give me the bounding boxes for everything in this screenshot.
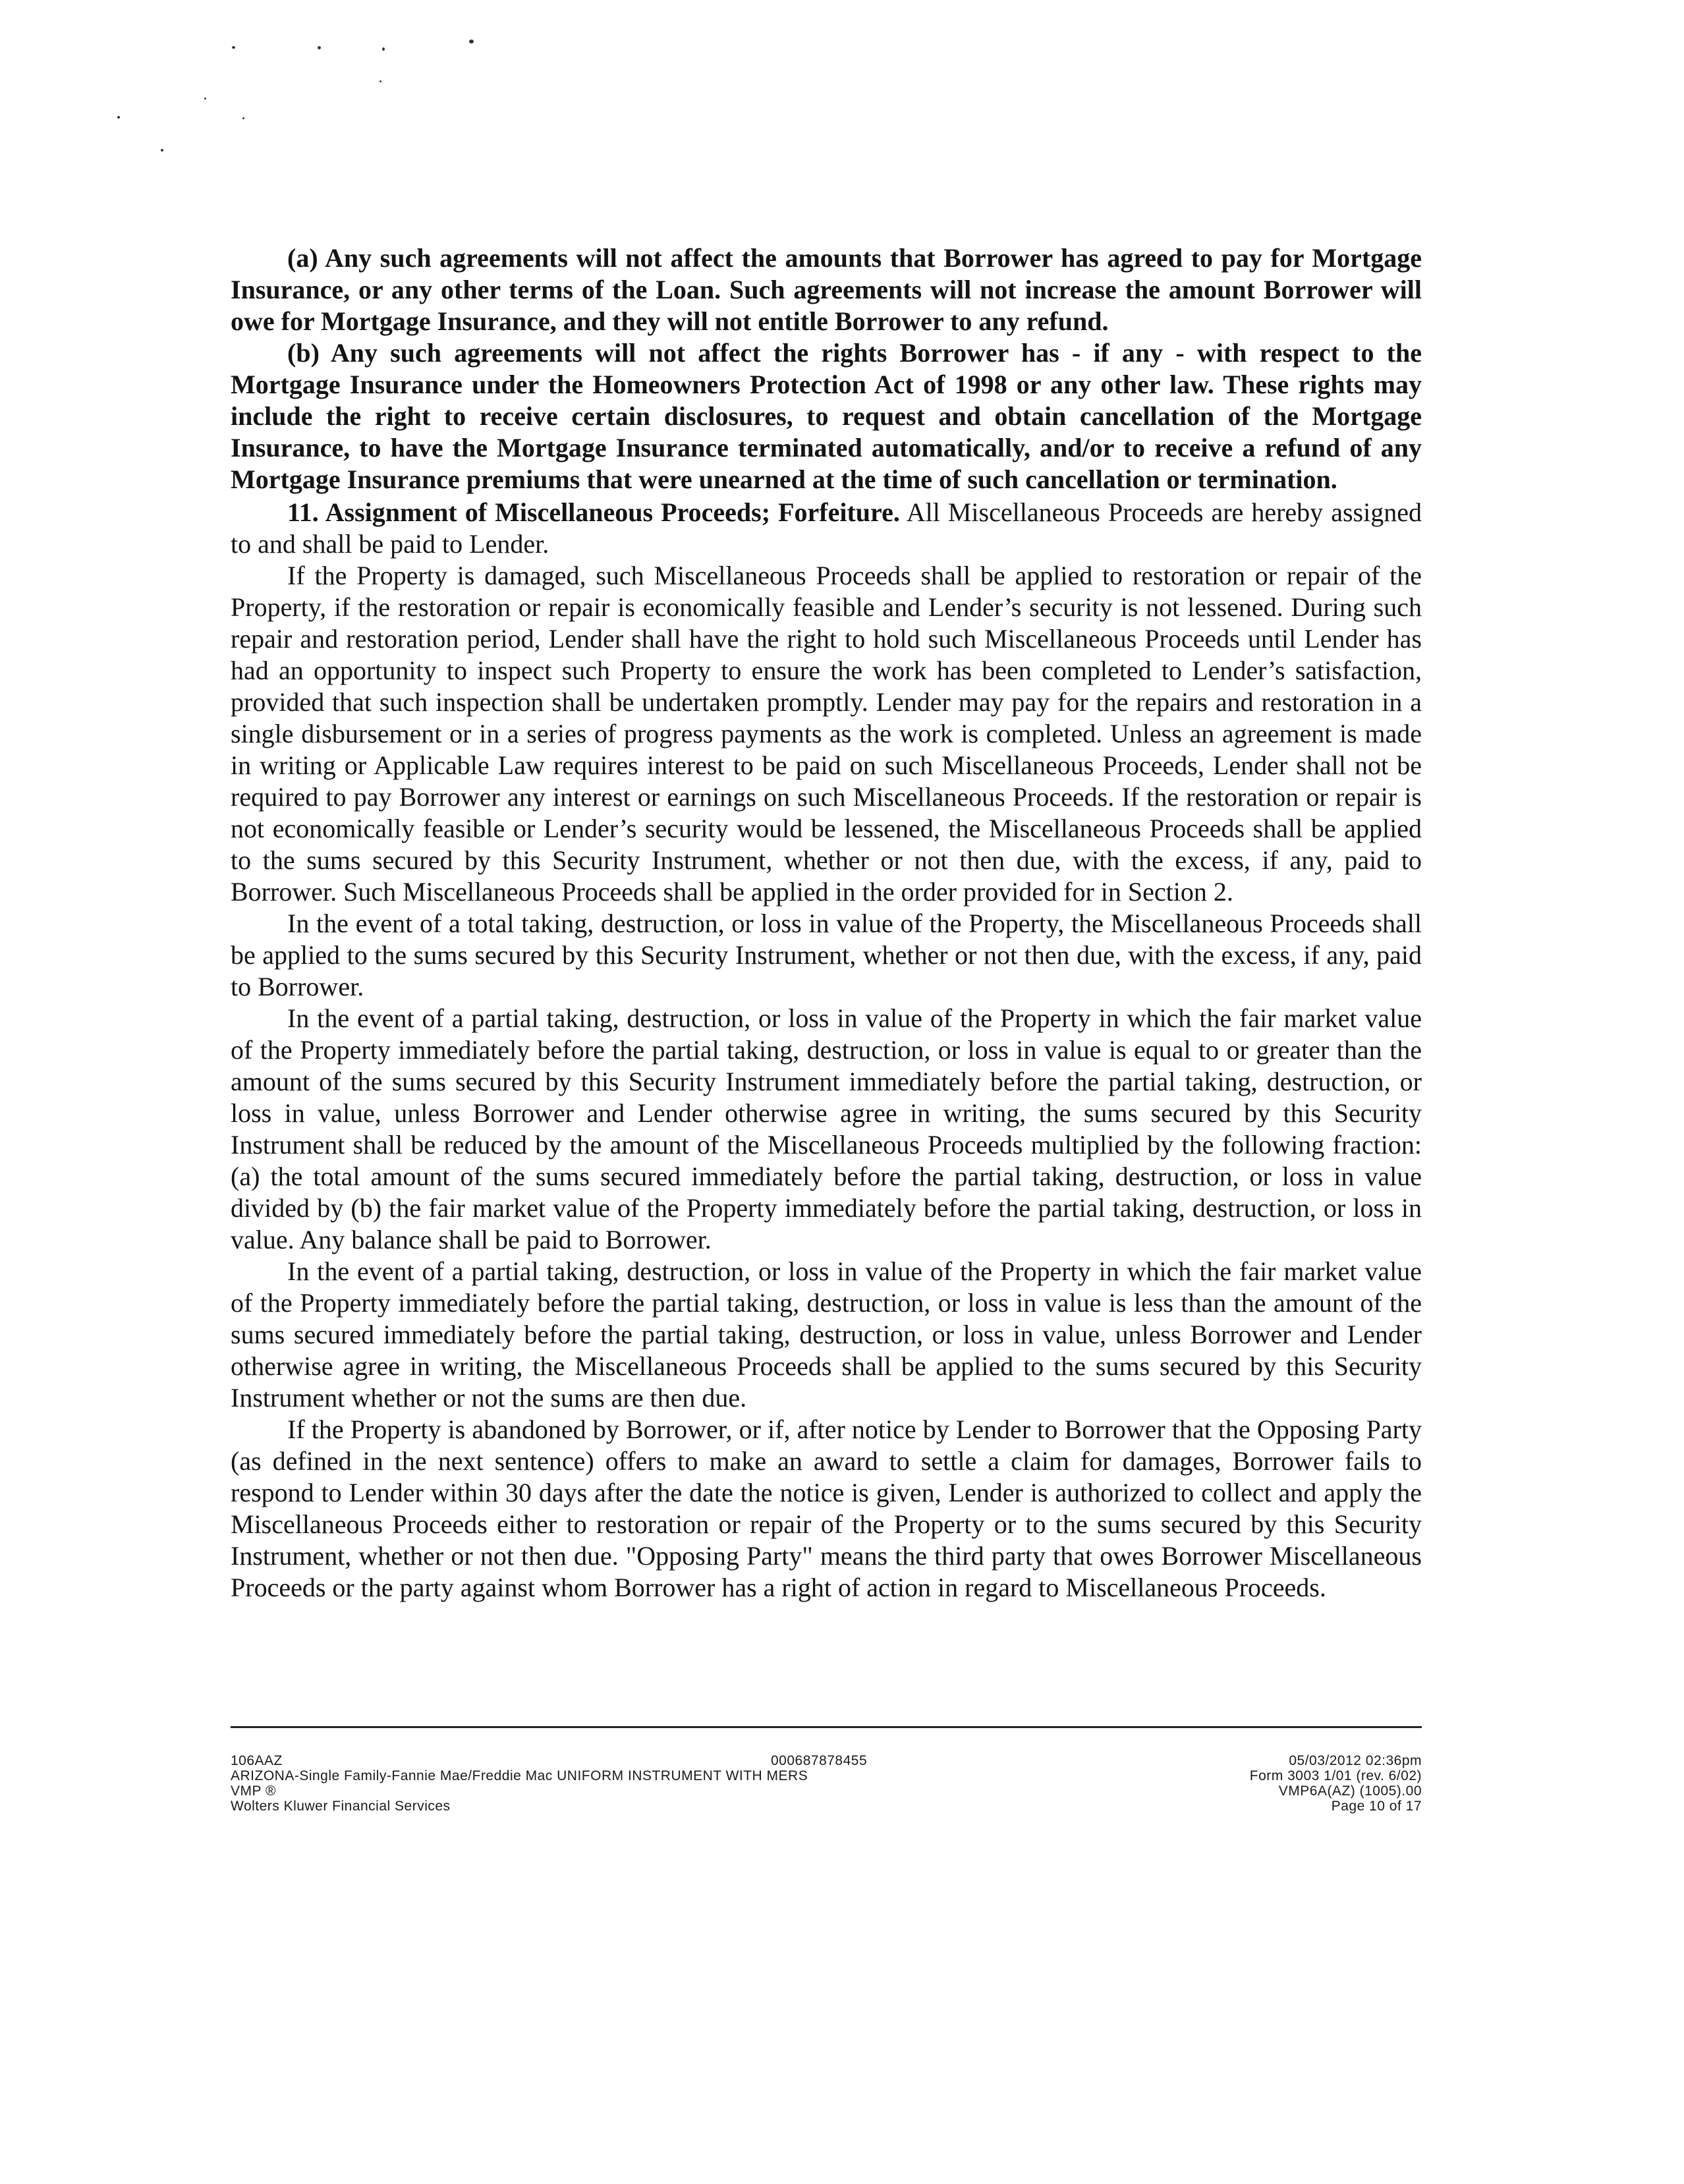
- timestamp: 05/03/2012 02:36pm: [1289, 1753, 1422, 1768]
- section-11-intro: [231, 497, 1422, 560]
- vmp-mark: VMP ®: [231, 1783, 276, 1799]
- vmp-code: VMP6A(AZ) (1005).00: [1278, 1783, 1422, 1799]
- section-11-paragraph: In the event of a total taking, destruction, or loss in value of the Property, the Miscellaneous Proceeds shall be applied to the sums secured by this Security Instrument, whether or not then due, with the excess, if any, paid to Borrower.: [231, 909, 1422, 1001]
- page-number: Page 10 of 17: [1331, 1799, 1422, 1814]
- form-code: 106AAZ: [231, 1753, 283, 1768]
- document-body: [231, 242, 1422, 1604]
- scan-speck: [117, 116, 120, 119]
- scan-speck: [318, 46, 321, 49]
- section-heading: 11. Assignment of Miscellaneous Proceeds; Forfeiture.: [287, 497, 900, 527]
- section-intro-text: All Miscellaneous Proceeds are hereby assigned to and shall be paid to Lender.: [231, 497, 1422, 559]
- form-title: ARIZONA-Single Family-Fannie Mae/Freddie Mac UNIFORM INSTRUMENT WITH MERS: [231, 1768, 808, 1783]
- form-number: Form 3003 1/01 (rev. 6/02): [1249, 1768, 1422, 1783]
- scan-speck: [382, 47, 385, 51]
- publisher: Wolters Kluwer Financial Services: [231, 1799, 451, 1814]
- scan-artifacts: [0, 0, 527, 171]
- loan-number: 000687878455: [771, 1753, 868, 1768]
- scan-speck: [161, 149, 163, 152]
- page-footer: [231, 1726, 1422, 1814]
- footer-row: [231, 1768, 1422, 1783]
- footer-row: [231, 1753, 1422, 1768]
- scan-speck: [204, 98, 206, 99]
- scan-speck: [242, 117, 244, 119]
- footer-row: [231, 1783, 1422, 1799]
- scan-speck: [469, 40, 474, 43]
- section-11-paragraph: If the Property is abandoned by Borrower, or if, after notice by Lender to Borrower that the Opposing Party (as defined in the next sentence) offers to make an award to settle a claim for damages, Borrower fails to respond to Lender within 30 days after the date the notice is given, Lender is authorized to collect and apply the Miscellaneous Proceeds either to restoration or repair of the Property or to the sums secured by this Security Instrument, whether or not then due. "Opposing Party" means the third party that owes Borrower Miscellaneous Proceeds or the party against whom Borrower has a right of action in regard to Miscellaneous Proceeds.: [231, 1414, 1422, 1602]
- section-11-paragraph: If the Property is damaged, such Miscellaneous Proceeds shall be applied to restoration or repair of the Property, if the restoration or repair is economically feasible and Lender’s security is not lessened. During such repair and restoration period, Lender shall have the right to hold such Miscellaneous Proceeds until Lender has had an opportunity to inspect such Property to ensure the work has been completed to Lender’s satisfaction, provided that such inspection shall be undertaken promptly. Lender may pay for the repairs and restoration in a single disbursement or in a series of progress payments as the work is completed. Unless an agreement is made in writing or Applicable Law requires interest to be paid on such Miscellaneous Proceeds, Lender shall not be required to pay Borrower any interest or earnings on such Miscellaneous Proceeds. If the restoration or repair is not economically feasible or Lender’s security would be lessened, the Miscellaneous Proceeds shall be applied to the sums secured by this Security Instrument, whether or not then due, with the excess, if any, paid to Borrower. Such Miscellaneous Proceeds shall be applied in the order provided for in Section 2.: [231, 561, 1422, 907]
- paragraph-a: (a) Any such agreements will not affect the amounts that Borrower has agreed to pay for Mortgage Insurance, or any other terms of the Loan. Such agreements will not increase the amount Borrower will owe for Mortgage Insurance, and they will not entitle Borrower to any refund.: [231, 243, 1422, 336]
- section-11-paragraph: In the event of a partial taking, destruction, or loss in value of the Property in which the fair market value of the Property immediately before the partial taking, destruction, or loss in value is equal to or greater than the amount of the sums secured by this Security Instrument immediately before the partial taking, destruction, or loss in value, unless Borrower and Lender otherwise agree in writing, the sums secured by this Security Instrument shall be reduced by the amount of the Miscellaneous Proceeds multiplied by the following fraction: (a) the total amount of the sums secured immediately before the partial taking, destruction, or loss in value divided by (b) the fair market value of the Property immediately before the partial taking, destruction, or loss in value. Any balance shall be paid to Borrower.: [231, 1003, 1422, 1254]
- paragraph-b: (b) Any such agreements will not affect the rights Borrower has - if any - with respect to the Mortgage Insurance under the Homeowners Protection Act of 1998 or any other law. These rights may include the right to receive certain disclosures, to request and obtain cancellation of the Mortgage Insurance, to have the Mortgage Insurance terminated automatically, and/or to receive a refund of any Mortgage Insurance premiums that were unearned at the time of such cancellation or termination.: [231, 338, 1422, 494]
- scan-speck: [379, 80, 381, 82]
- scan-speck: [232, 46, 235, 49]
- footer-row: [231, 1799, 1422, 1814]
- section-11-paragraph: In the event of a partial taking, destruction, or loss in value of the Property in which the fair market value of the Property immediately before the partial taking, destruction, or loss in value is less than the amount of the sums secured immediately before the partial taking, destruction, or loss in value, unless Borrower and Lender otherwise agree in writing, the Miscellaneous Proceeds shall be applied to the sums secured by this Security Instrument whether or not the sums are then due.: [231, 1256, 1422, 1413]
